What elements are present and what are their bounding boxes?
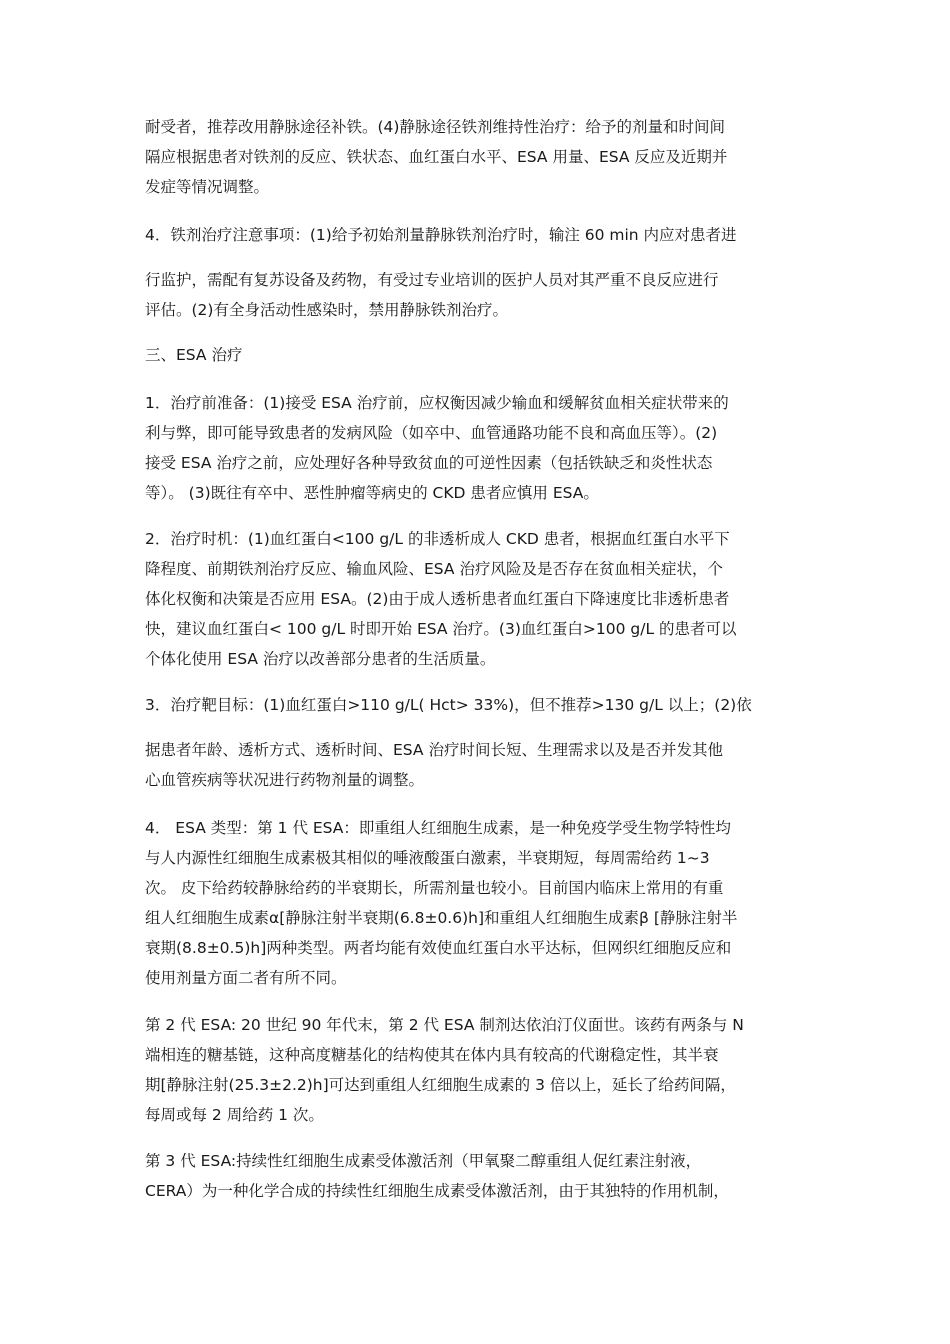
paragraph-iron-maintenance — [145, 112, 810, 202]
text-line: 4． ESA 类型：第 1 代 ESA：即重组人红细胞生成素，是一种免疫学受生物学特性均 — [145, 819, 731, 837]
text-line: 评估。(2)有全身活动性感染时，禁用静脉铁剂治疗。 — [145, 301, 508, 319]
text-line: 端相连的糖基链，这种高度糖基化的结构使其在体内具有较高的代谢稳定性，其半衰 — [145, 1046, 719, 1064]
text-line: 衰期(8.8±0.5)h]两种类型。两者均能有效使血红蛋白水平达标，但网织红细胞反应和 — [145, 939, 732, 957]
text-line: 行监护，需配有复苏设备及药物，有受过专业培训的医护人员对其严重不良反应进行 — [145, 271, 719, 289]
text-line: 体化权衡和决策是否应用 ESA。(2)由于成人透析患者血红蛋白下降速度比非透析患者 — [145, 590, 730, 608]
paragraph-iron-notes-cont — [145, 265, 810, 325]
paragraph-esa-timing — [145, 524, 810, 674]
section-heading-esa — [145, 340, 810, 370]
paragraph-esa-target-cont — [145, 735, 810, 795]
text-line: CERA）为一种化学合成的持续性红细胞生成素受体激活剂，由于其独特的作用机制， — [145, 1182, 729, 1200]
text-line: 个体化使用 ESA 治疗以改善部分患者的生活质量。 — [145, 650, 496, 668]
text-line: 4．铁剂治疗注意事项：(1)给予初始剂量静脉铁剂治疗时，输注 60 min 内应对患者进 — [145, 226, 737, 244]
text-line: 隔应根据患者对铁剂的反应、铁状态、血红蛋白水平、ESA 用量、ESA 反应及近期并 — [145, 148, 728, 166]
paragraph-esa-preparation — [145, 388, 810, 508]
paragraph-esa-gen3 — [145, 1146, 810, 1206]
text-line: 与人内源性红细胞生成素极其相似的唾液酸蛋白激素，半衰期短，每周需给药 1~3 — [145, 849, 710, 867]
text-line: 快，建议血红蛋白< 100 g/L 时即开始 ESA 治疗。(3)血红蛋白>100 g/L 的患者可以 — [145, 620, 737, 638]
text-line: 组人红细胞生成素α[静脉注射半衰期(6.8±0.6)h]和重组人红细胞生成素β [静脉注射半 — [145, 909, 738, 927]
text-line: 使用剂量方面二者有所不同。 — [145, 969, 347, 987]
text-line: 第 3 代 ESA:持续性红细胞生成素受体激活剂（甲氧聚二醇重组人促红素注射液， — [145, 1152, 702, 1170]
text-line: 耐受者，推荐改用静脉途径补铁。(4)静脉途径铁剂维持性治疗：给予的剂量和时间间 — [145, 118, 725, 136]
text-line: 1．治疗前准备：(1)接受 ESA 治疗前，应权衡因减少输血和缓解贫血相关症状带来的 — [145, 394, 729, 412]
paragraph-esa-target-start — [145, 690, 810, 720]
text-line: 2．治疗时机：(1)血红蛋白<100 g/L 的非透析成人 CKD 患者，根据血红蛋白水平下 — [145, 530, 730, 548]
section-title: 三、ESA 治疗 — [145, 346, 243, 364]
text-line: 期[静脉注射(25.3±2.2)h]可达到重组人红细胞生成素的 3 倍以上，延长了给药间隔， — [145, 1076, 736, 1094]
paragraph-iron-notes-start — [145, 220, 810, 250]
text-line: 接受 ESA 治疗之前，应处理好各种导致贫血的可逆性因素（包括铁缺乏和炎性状态 — [145, 454, 713, 472]
text-line: 等）。 (3)既往有卒中、恶性肿瘤等病史的 CKD 患者应慎用 ESA。 — [145, 484, 599, 502]
text-line: 发症等情况调整。 — [145, 178, 270, 196]
text-line: 降程度、前期铁剂治疗反应、输血风险、ESA 治疗风险及是否存在贫血相关症状，个 — [145, 560, 723, 578]
paragraph-esa-gen2 — [145, 1010, 810, 1130]
text-line: 利与弊，即可能导致患者的发病风险（如卒中、血管通路功能不良和高血压等）。(2) — [145, 424, 718, 442]
text-line: 心血管疾病等状况进行药物剂量的调整。 — [145, 771, 425, 789]
text-line: 据患者年龄、透析方式、透析时间、ESA 治疗时间长短、生理需求以及是否并发其他 — [145, 741, 723, 759]
paragraph-esa-types — [145, 813, 810, 993]
text-line: 3．治疗靶目标：(1)血红蛋白>110 g/L( Hct> 33%)，但不推荐>130 g/L 以上；(2)依 — [145, 696, 752, 714]
text-line: 每周或每 2 周给药 1 次。 — [145, 1106, 324, 1124]
text-line: 次。 皮下给药较静脉给药的半衰期长，所需剂量也较小。目前国内临床上常用的有重 — [145, 879, 724, 897]
text-line: 第 2 代 ESA: 20 世纪 90 年代末，第 2 代 ESA 制剂达依泊汀仪面世。该药有两条与 N — [145, 1016, 744, 1034]
